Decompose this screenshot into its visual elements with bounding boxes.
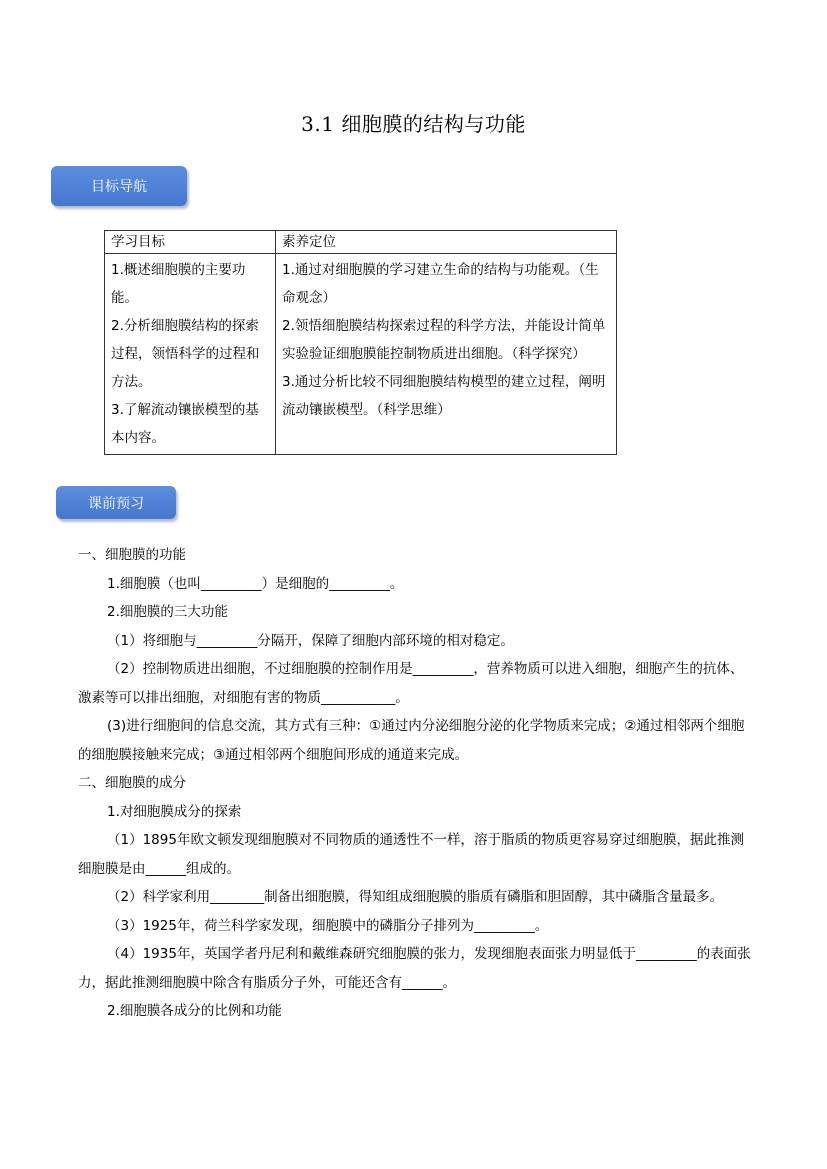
paragraph: （1）1895年欧文顿发现细胞膜对不同物质的通透性不一样，溶于脂质的物质更容易穿过细胞膜，据此推测细胞膜是由______组成的。 xyxy=(78,832,744,877)
header-literacy: 素养定位 xyxy=(276,231,617,254)
paragraph: 1.对细胞膜成分的探索 xyxy=(107,803,242,820)
learning-goal-item: 2.分析细胞膜结构的探索过程，领悟科学的过程和方法。 xyxy=(111,318,260,390)
page-title: 3.1 细胞膜的结构与功能 xyxy=(301,112,526,136)
preview-badge: 课前预习 xyxy=(56,486,176,519)
learning-goal-item: 3.了解流动镶嵌模型的基本内容。 xyxy=(111,402,259,446)
section-heading: 二、细胞膜的成分 xyxy=(78,775,186,791)
goal-nav-badge: 目标导航 xyxy=(51,166,187,206)
paragraph: （4）1935年，英国学者丹尼利和戴维森研究细胞膜的张力，发现细胞表面张力明显低于_________的表面张力，据此推测细胞膜中除含有脂质分子外，可能还含有______。 xyxy=(78,946,751,991)
paragraph: 2.细胞膜的三大功能 xyxy=(107,604,228,620)
literacy-item: 1.通过对细胞膜的学习建立生命的结构与功能观。（生命观念） xyxy=(282,262,599,306)
learning-goal-item: 1.概述细胞膜的主要功能。 xyxy=(111,262,246,306)
paragraph: 1.细胞膜（也叫_________）是细胞的_________。 xyxy=(107,575,404,592)
learning-goals-cell xyxy=(105,254,276,455)
literacy-cell xyxy=(276,254,617,455)
paragraph: （2）科学家利用________制备出细胞膜，得知组成细胞膜的脂质有磷脂和胆固醇，其中磷脂含量最多。 xyxy=(107,889,724,905)
table-header-row xyxy=(105,231,617,254)
section-heading: 一、细胞膜的功能 xyxy=(78,547,186,563)
paragraph: 2.细胞膜各成分的比例和功能 xyxy=(107,1003,282,1019)
paragraph: （3）1925年，荷兰科学家发现，细胞膜中的磷脂分子排列为_________。 xyxy=(107,917,549,934)
table-row xyxy=(105,254,617,455)
paragraph: （1）将细胞与_________分隔开，保障了细胞内部环境的相对稳定。 xyxy=(107,632,514,649)
literacy-item: 2.领悟细胞膜结构探索过程的科学方法，并能设计简单实验验证细胞膜能控制物质进出细胞。（科学探究） xyxy=(282,318,606,362)
goals-table xyxy=(104,230,617,455)
header-learning-goals: 学习目标 xyxy=(105,231,276,254)
literacy-item: 3.通过分析比较不同细胞膜结构模型的建立过程，阐明流动镶嵌模型。（科学思维） xyxy=(282,374,606,418)
paragraph: （2）控制物质进出细胞，不过细胞膜的控制作用是_________，营养物质可以进入细胞，细胞产生的抗体、激素等可以排出细胞，对细胞有害的物质___________。 xyxy=(78,661,744,706)
paragraph: (3)进行细胞间的信息交流，其方式有三种：①通过内分泌细胞分泌的化学物质来完成；②通过相邻两个细胞的细胞膜接触来完成；③通过相邻两个细胞间形成的通道来完成。 xyxy=(78,718,745,763)
preview-content xyxy=(78,541,754,1026)
